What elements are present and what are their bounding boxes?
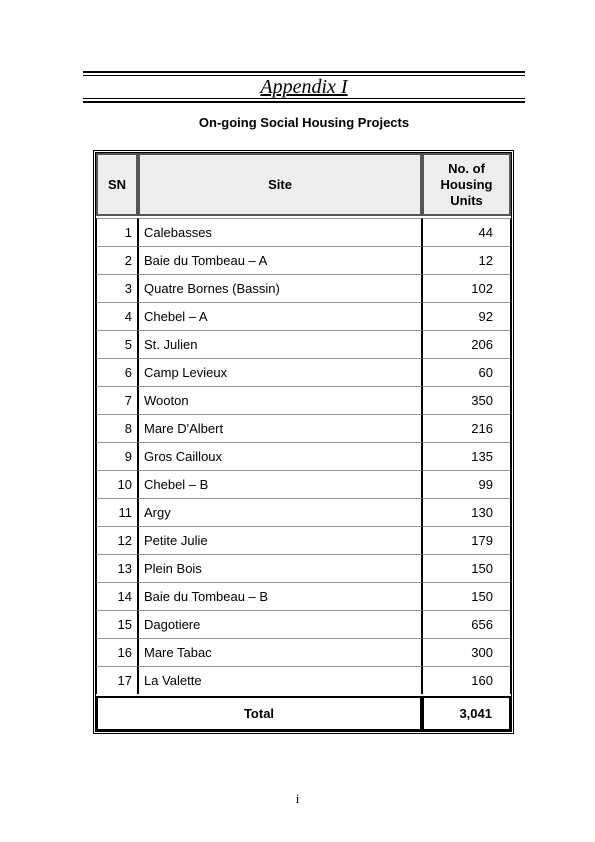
row-units: 102 — [422, 274, 511, 302]
row-site: Camp Levieux — [138, 358, 422, 386]
table-row — [96, 470, 511, 498]
row-sn: 11 — [96, 498, 138, 526]
row-sn: 14 — [96, 582, 138, 610]
row-site: Wooton — [138, 386, 422, 414]
row-sn: 8 — [96, 414, 138, 442]
bottom-rule-thin — [83, 98, 525, 99]
table-row — [96, 302, 511, 330]
row-site: Quatre Bornes (Bassin) — [138, 274, 422, 302]
row-sn: 2 — [96, 246, 138, 274]
row-sn: 4 — [96, 302, 138, 330]
row-sn: 10 — [96, 470, 138, 498]
row-units: 656 — [422, 610, 511, 638]
row-sn: 9 — [96, 442, 138, 470]
table-row — [96, 666, 511, 694]
row-sn: 1 — [96, 218, 138, 246]
row-site: Chebel – B — [138, 470, 422, 498]
table-row — [96, 358, 511, 386]
row-site: Mare D'Albert — [138, 414, 422, 442]
column-header-site: Site — [138, 153, 422, 216]
table-row — [96, 638, 511, 666]
row-sn: 3 — [96, 274, 138, 302]
table-row — [96, 414, 511, 442]
row-units: 160 — [422, 666, 511, 694]
appendix-title: Appendix I — [260, 76, 348, 98]
row-sn: 17 — [96, 666, 138, 694]
row-site: Dagotiere — [138, 610, 422, 638]
table-row — [96, 554, 511, 582]
table-row — [96, 246, 511, 274]
row-site: Mare Tabac — [138, 638, 422, 666]
row-units: 150 — [422, 582, 511, 610]
row-site: Argy — [138, 498, 422, 526]
column-header-units: No. of Housing Units — [422, 153, 511, 216]
row-sn: 7 — [96, 386, 138, 414]
row-units: 206 — [422, 330, 511, 358]
row-units: 130 — [422, 498, 511, 526]
total-value: 3,041 — [422, 696, 511, 731]
column-header-sn: SN — [96, 153, 138, 216]
row-units: 99 — [422, 470, 511, 498]
row-units: 179 — [422, 526, 511, 554]
row-site: Gros Cailloux — [138, 442, 422, 470]
housing-table — [93, 150, 514, 734]
table-row — [96, 218, 511, 246]
table-body — [96, 218, 511, 694]
row-units: 60 — [422, 358, 511, 386]
row-site: Calebasses — [138, 218, 422, 246]
table-row — [96, 274, 511, 302]
row-sn: 5 — [96, 330, 138, 358]
table-row — [96, 330, 511, 358]
table-row — [96, 582, 511, 610]
table-row — [96, 526, 511, 554]
row-site: Plein Bois — [138, 554, 422, 582]
row-sn: 13 — [96, 554, 138, 582]
row-units: 135 — [422, 442, 511, 470]
row-site: Baie du Tombeau – B — [138, 582, 422, 610]
total-row — [96, 696, 511, 731]
table-row — [96, 610, 511, 638]
table-row — [96, 498, 511, 526]
row-sn: 12 — [96, 526, 138, 554]
row-units: 150 — [422, 554, 511, 582]
total-label: Total — [96, 696, 422, 731]
row-units: 44 — [422, 218, 511, 246]
row-site: Petite Julie — [138, 526, 422, 554]
bottom-rule-thick — [83, 101, 525, 103]
top-rule-thick — [83, 71, 525, 73]
row-site: St. Julien — [138, 330, 422, 358]
row-sn: 16 — [96, 638, 138, 666]
row-site: La Valette — [138, 666, 422, 694]
table-row — [96, 442, 511, 470]
table-caption: On-going Social Housing Projects — [198, 115, 410, 130]
row-units: 300 — [422, 638, 511, 666]
row-site: Baie du Tombeau – A — [138, 246, 422, 274]
table-header-row — [96, 153, 511, 216]
row-site: Chebel – A — [138, 302, 422, 330]
row-units: 12 — [422, 246, 511, 274]
row-units: 216 — [422, 414, 511, 442]
row-units: 92 — [422, 302, 511, 330]
table-row — [96, 386, 511, 414]
row-sn: 15 — [96, 610, 138, 638]
row-sn: 6 — [96, 358, 138, 386]
page-number: i — [295, 791, 300, 806]
row-units: 350 — [422, 386, 511, 414]
